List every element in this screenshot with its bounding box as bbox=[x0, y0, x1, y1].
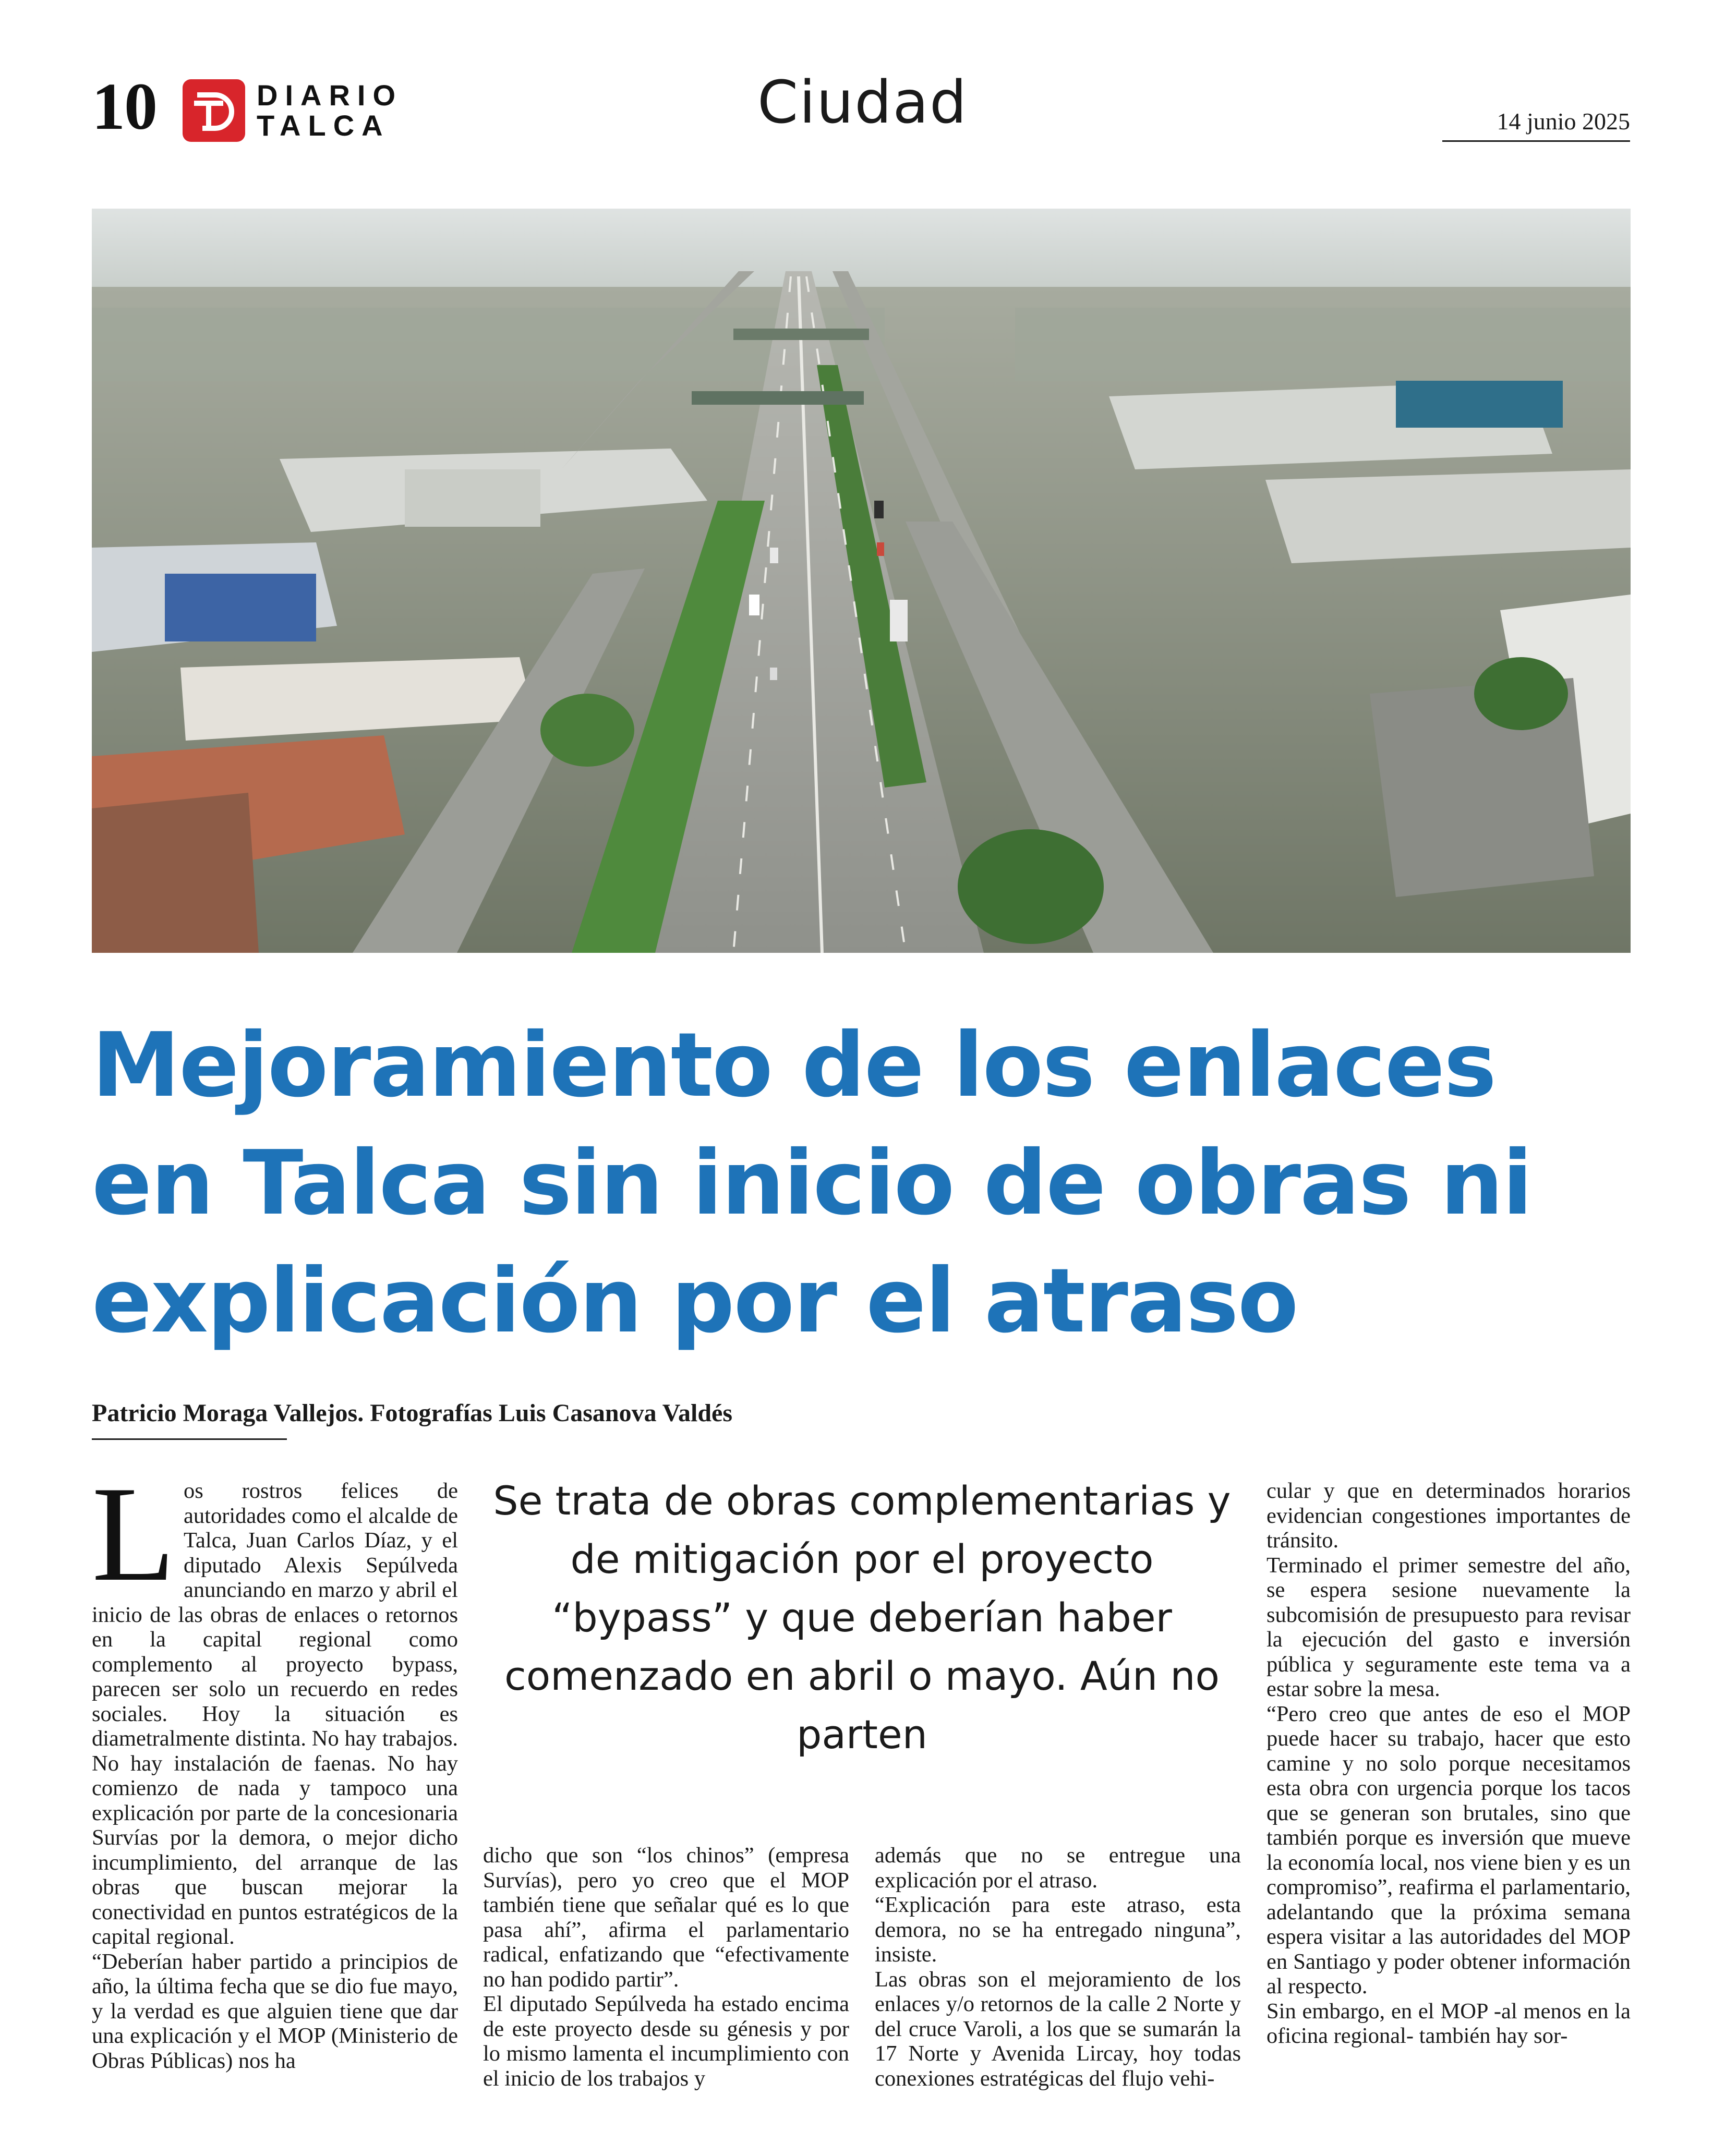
paragraph: El diputado Sepúlveda ha estado encima de este proyecto desde su génesis y por lo mismo lamenta el incumplimiento con el inicio de los trabajos y bbox=[483, 1992, 849, 2091]
paragraph: “Explicación para este atraso, esta demora, no se ha entregado ninguna”, insiste. bbox=[875, 1893, 1241, 1967]
article-headline: Mejoramiento de los enlaces en Talca sin inicio de obras ni explicación por el atraso bbox=[92, 1014, 1532, 1353]
article-column-1 bbox=[92, 1458, 458, 2073]
paragraph: “Pero creo que antes de eso el MOP puede hacer su trabajo, hacer que esto camine y no solo porque necesitamos esta obra con urgencia porque los tacos que se generan son brutales, sino que también porque es inversión que mueve la economía local, nos viene bien y es un compromiso”, reafirma el parlamentario, adelantando que la próxima semana espera visitar a las autoridades del MOP en Santiago y poder obtener información al respecto. bbox=[1266, 1701, 1631, 1998]
paragraph: Sin embargo, en el MOP -al menos en la oficina regional- también hay sor- bbox=[1266, 1998, 1631, 2048]
section-title: Ciudad bbox=[757, 69, 968, 137]
pull-quote: Se trata de obras complementarias y de mitigación por el proyecto “bypass” y que deberían haber comenzado en abril o mayo. Aún no parten bbox=[493, 1477, 1231, 1758]
page-number: 10 bbox=[92, 69, 156, 143]
logo-line-talca: TALCA bbox=[257, 109, 390, 142]
paragraph: “Deberían haber partido a principios de año, la última fecha que se dio fue mayo, y la verdad es que alguien tiene que dar una explicación y el MOP (Ministerio de Obras Públicas) nos ha bbox=[92, 1949, 458, 2073]
aerial-highway-photo bbox=[92, 209, 1631, 953]
drop-cap: L bbox=[92, 1458, 176, 1609]
article-column-4 bbox=[1266, 1479, 1631, 2049]
article-column-3 bbox=[875, 1843, 1241, 2091]
paragraph: además que no se entregue una explicación por el atraso. bbox=[875, 1843, 1241, 1893]
paragraph: cular y que en determinados horarios evidencian congestiones importantes de tránsito. bbox=[1266, 1479, 1631, 1553]
article-column-2 bbox=[483, 1843, 849, 2091]
paragraph: Terminado el primer semestre del año, se espera sesione nuevamente la subcomisión de presupuesto para revisar la ejecución del gasto e inversión pública y seguramente este tema va a estar sobre la mesa. bbox=[1266, 1553, 1631, 1701]
issue-date: 14 junio 2025 bbox=[1442, 107, 1630, 142]
paragraph: Las obras son el mejoramiento de los enlaces y/o retornos de la calle 2 Norte y del cruce Varoli, a los que se sumarán la 17 Norte y Avenida Lircay, hoy todas conexiones estratégicas del flujo vehi- bbox=[875, 1967, 1241, 2091]
paragraph: os rostros felices de autoridades como el alcalde de Talca, Juan Carlos Díaz, y el diputado Alexis Sepúlveda anunciando en marzo y abril el inicio de las obras de enlaces o retornos en la capital regional como complemento al proyecto bypass, parecen ser solo un recuerdo en redes sociales. Hoy la situación es diametralmente distinta. No hay trabajos. No hay instalación de faenas. No hay comienzo de nada y tampoco una explicación por parte de la concesionaria Survías por la demora, o mejor dicho incumplimiento, del arranque de las obras que buscan mejorar la conectividad en puntos estratégicos de la capital regional. bbox=[92, 1479, 458, 1949]
article-byline: Patricio Moraga Vallejos. Fotografías Luis Casanova Valdés bbox=[92, 1399, 733, 1427]
byline-rule bbox=[92, 1438, 287, 1440]
paragraph: dicho que son “los chinos” (empresa Survías), pero yo creo que el MOP también tiene que señalar qué es lo que pasa ahí”, afirma el parlamentario radical, enfatizando que “efectivamente no han podido partir”. bbox=[483, 1843, 849, 1992]
logo-line-diario: DIARIO bbox=[257, 79, 403, 112]
